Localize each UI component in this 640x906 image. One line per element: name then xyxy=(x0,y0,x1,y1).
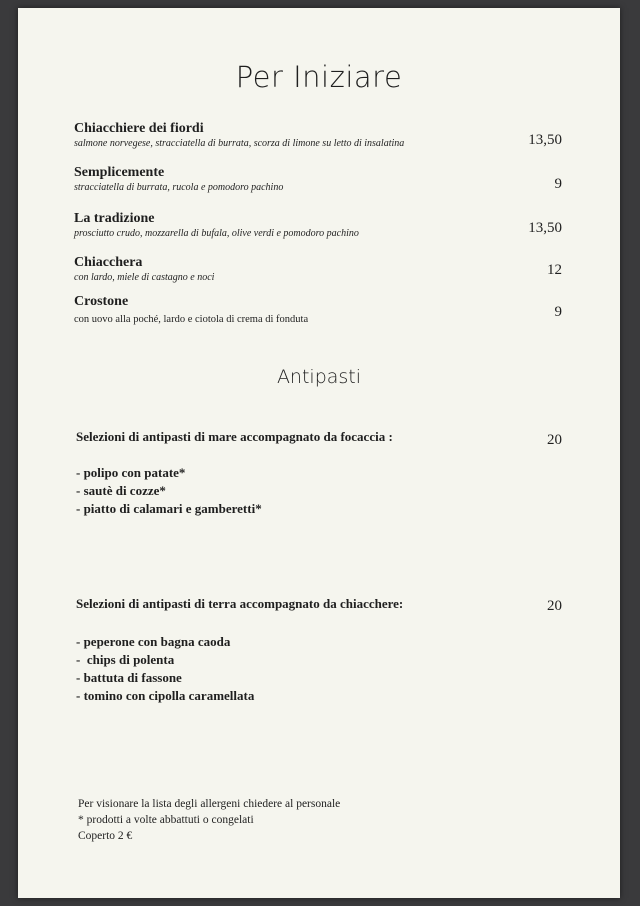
menu-item-price: 13,50 xyxy=(528,220,562,236)
menu-item-price: 13,50 xyxy=(528,132,562,148)
menu-item-name: Semplicemente xyxy=(74,165,165,180)
menu-item-name: Chiacchiere dei fiordi xyxy=(74,121,204,136)
menu-item-name: Chiacchera xyxy=(74,255,143,270)
menu-item xyxy=(74,210,494,241)
allergens-note: Per visionare la lista degli allergeni chiedere al personale xyxy=(78,798,341,810)
frozen-note: * prodotti a volte abbattuti o congelati xyxy=(78,814,254,826)
section-title-antipasti: Antipasti xyxy=(276,366,362,388)
antipasti-mare-label: Selezioni di antipasti di mare accompagnato da focaccia : xyxy=(76,429,393,444)
menu-item-description: stracciatella di burrata, rucola e pomodoro pachino xyxy=(74,182,284,193)
antipasti-terra-label: Selezioni di antipasti di terra accompagnato da chiacchere: xyxy=(76,596,404,611)
list-item: - polipo con patate* xyxy=(76,465,186,480)
menu-page xyxy=(18,8,620,898)
list-item: - peperone con bagna caoda xyxy=(76,634,231,649)
menu-item-description: con lardo, miele di castagno e noci xyxy=(74,272,215,283)
menu-item-description: salmone norvegese, stracciatella di burrata, scorza di limone su letto di insalatina xyxy=(74,138,405,149)
menu-item xyxy=(74,120,494,151)
list-item: - piatto di calamari e gamberetti* xyxy=(76,501,262,516)
list-item: - battuta di fassone xyxy=(76,670,182,685)
menu-item-name: Crostone xyxy=(74,294,129,309)
footer-notes xyxy=(78,796,340,844)
antipasti-terra-list xyxy=(76,633,254,705)
menu-item-price: 9 xyxy=(554,176,562,192)
menu-item xyxy=(74,293,494,327)
menu-item-price: 12 xyxy=(547,262,562,278)
menu-item-price: 9 xyxy=(554,304,562,320)
list-item: - chips di polenta xyxy=(76,652,175,667)
menu-item xyxy=(74,254,494,285)
section-title-per-iniziare: Per Iniziare xyxy=(235,60,403,94)
antipasti-terra-price: 20 xyxy=(547,598,562,614)
coperto-note: Coperto 2 € xyxy=(78,830,133,842)
antipasti-mare-price: 20 xyxy=(547,432,562,448)
menu-item-name: La tradizione xyxy=(74,211,155,226)
menu-item-description: prosciutto crudo, mozzarella di bufala, olive verdi e pomodoro pachino xyxy=(74,228,359,239)
list-item: - sautè di cozze* xyxy=(76,483,166,498)
menu-item xyxy=(74,164,494,195)
menu-item-description: con uovo alla poché, lardo e ciotola di crema di fonduta xyxy=(74,314,309,325)
antipasti-mare-list xyxy=(76,464,262,518)
list-item: - tomino con cipolla caramellata xyxy=(76,688,255,703)
